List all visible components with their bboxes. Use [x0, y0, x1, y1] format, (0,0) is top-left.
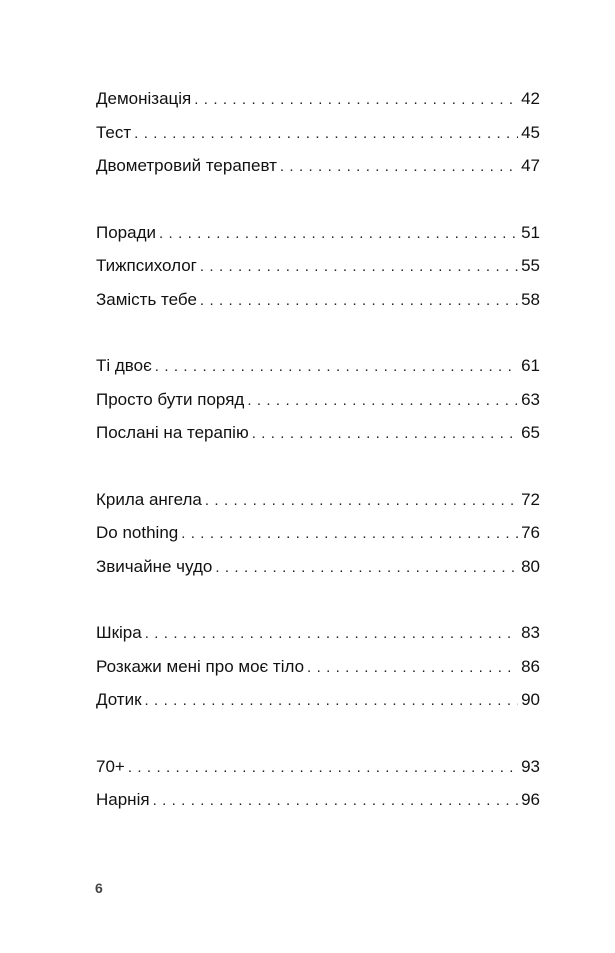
toc-entry-title: Крила ангела — [96, 489, 202, 509]
toc-entry-title: Просто бути поряд — [96, 389, 245, 409]
toc-entry-page: 42 — [521, 89, 540, 108]
page-number: 6 — [95, 880, 103, 896]
toc-entry[interactable] — [96, 683, 540, 717]
toc-entry[interactable] — [96, 550, 540, 584]
toc-entry-title: Тижпсихолог — [96, 256, 197, 275]
toc-entry-title: 70+ — [96, 756, 125, 776]
toc-entry-page: 58 — [521, 289, 540, 309]
dot-leader — [145, 684, 519, 718]
dot-leader — [200, 250, 518, 284]
toc-entry-title: Шкіра — [96, 623, 142, 642]
toc-entry[interactable] — [96, 116, 540, 150]
dot-leader — [280, 150, 518, 184]
toc-entry-title: Звичайне чудо — [96, 556, 213, 576]
toc-entry-page: 63 — [521, 389, 540, 409]
toc-entry[interactable] — [96, 616, 540, 650]
toc-entry[interactable] — [96, 82, 540, 116]
toc-entry[interactable] — [96, 650, 540, 684]
toc-group — [96, 616, 540, 717]
toc-entry-title: Дотик — [96, 690, 142, 709]
dot-leader — [215, 551, 518, 585]
toc-entry-page: 51 — [521, 222, 540, 242]
toc-entry-title: Тест — [96, 122, 132, 142]
dot-leader — [155, 350, 518, 384]
toc-entry[interactable] — [96, 383, 540, 417]
dot-leader — [194, 83, 518, 117]
toc-group — [96, 483, 540, 584]
toc-entry-title: Розкажи мені про моє тіло — [96, 656, 305, 676]
dot-leader — [159, 217, 518, 251]
toc-entry[interactable] — [96, 750, 540, 784]
toc-entry[interactable] — [96, 483, 540, 517]
toc-entry-page: 83 — [521, 623, 540, 642]
toc-entry[interactable] — [96, 349, 540, 383]
toc-entry-page: 61 — [521, 356, 540, 375]
dot-leader — [181, 517, 518, 551]
toc-entry-page: 96 — [521, 790, 540, 809]
dot-leader — [134, 117, 518, 151]
toc-entry-title: Послані на терапію — [96, 423, 249, 442]
toc-entry[interactable] — [96, 216, 540, 250]
dot-leader — [200, 284, 518, 318]
toc-entry-title: Демонізація — [96, 89, 192, 108]
toc-entry-title: Нарнія — [96, 790, 150, 809]
toc-entry[interactable] — [96, 283, 540, 317]
dot-leader — [307, 651, 518, 685]
toc-group — [96, 349, 540, 450]
dot-leader — [205, 484, 518, 518]
toc-entry-title: Поради — [96, 222, 156, 242]
table-of-contents — [96, 82, 540, 850]
dot-leader — [145, 617, 518, 651]
toc-entry-page: 65 — [521, 423, 540, 442]
toc-group — [96, 82, 540, 183]
toc-entry[interactable] — [96, 249, 540, 283]
toc-entry-title: Do nothing — [96, 523, 179, 542]
toc-entry[interactable] — [96, 783, 540, 817]
dot-leader — [153, 784, 519, 818]
toc-entry[interactable] — [96, 516, 540, 550]
toc-entry-page: 45 — [521, 122, 540, 142]
toc-group — [96, 216, 540, 317]
dot-leader — [128, 751, 518, 785]
dot-leader — [252, 417, 518, 451]
toc-entry-page: 55 — [521, 256, 540, 275]
toc-entry-page: 76 — [521, 523, 540, 542]
toc-entry-page: 93 — [521, 756, 540, 776]
toc-entry-page: 72 — [521, 489, 540, 509]
toc-entry-title: Замість тебе — [96, 289, 197, 309]
toc-entry-page: 90 — [521, 690, 540, 709]
toc-entry[interactable] — [96, 416, 540, 450]
toc-entry-page: 80 — [521, 556, 540, 576]
toc-entry-title: Двометровий терапевт — [96, 156, 277, 175]
toc-group — [96, 750, 540, 817]
toc-entry-page: 47 — [521, 156, 540, 175]
toc-entry-page: 86 — [521, 656, 540, 676]
toc-entry[interactable] — [96, 149, 540, 183]
dot-leader — [247, 384, 518, 418]
toc-entry-title: Ті двоє — [96, 356, 152, 375]
